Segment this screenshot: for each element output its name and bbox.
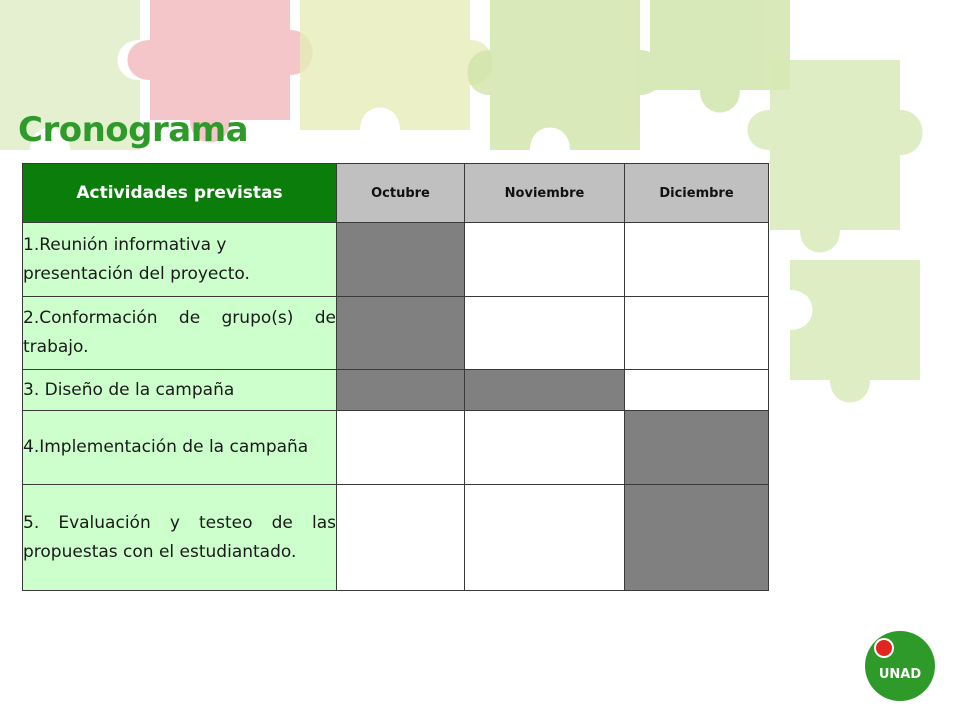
month-header-octubre: Octubre [337,164,465,223]
month-header-noviembre: Noviembre [465,164,625,223]
logo-text: UNAD [878,667,922,682]
schedule-cell-active [625,411,769,485]
month-header-diciembre: Diciembre [625,164,769,223]
table-row [23,485,769,591]
schedule-table [22,163,769,591]
schedule-cell [625,370,769,411]
schedule-cell-active [337,370,465,411]
schedule-cell [337,485,465,591]
activity-cell: 4.Implementación de la campaña [23,411,337,485]
schedule-cell [625,297,769,370]
schedule-cell [337,411,465,485]
schedule-cell-active [465,370,625,411]
schedule-cell [625,223,769,297]
schedule-cell-active [625,485,769,591]
table-row [23,223,769,297]
puzzle-piece-yellowgreen-icon [300,0,493,130]
table-row [23,297,769,370]
activities-column-header: Actividades previstas [23,164,337,223]
table-header-row [23,164,769,223]
puzzle-piece-green-top-icon [468,0,791,150]
activity-cell: 2.Conformación de grupo(s) de trabajo. [23,297,337,370]
unad-logo [864,630,936,702]
activity-cell: 3. Diseño de la campaña [23,370,337,411]
schedule-cell [465,223,625,297]
schedule-cell [465,485,625,591]
schedule-cell [465,411,625,485]
schedule-cell [465,297,625,370]
table-row [23,370,769,411]
schedule-cell-active [337,297,465,370]
puzzle-piece-green-right-icon [748,60,923,403]
activity-cell: 1.Reunión informativa y presentación del proyecto. [23,223,337,297]
schedule-cell-active [337,223,465,297]
activity-cell: 5. Evaluación y testeo de las propuestas con el estudiantado. [23,485,337,591]
page-title: Cronograma [18,110,249,150]
unad-logo-icon [864,630,936,702]
table-row [23,411,769,485]
